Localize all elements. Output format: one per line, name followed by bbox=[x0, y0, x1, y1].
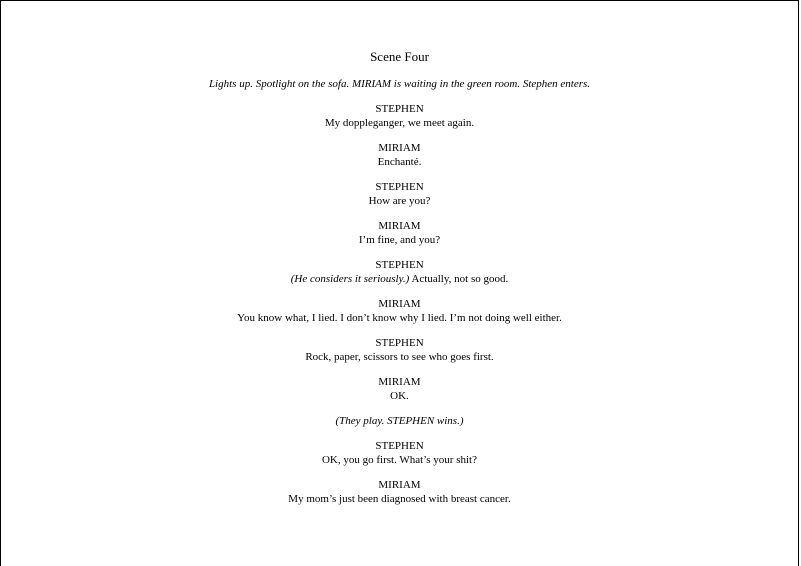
speaker-name: MIRIAM bbox=[378, 220, 421, 232]
speaker-name: STEPHEN bbox=[375, 103, 424, 115]
speaker-name: STEPHEN bbox=[375, 440, 424, 452]
speaker-name: STEPHEN bbox=[375, 259, 424, 271]
dialogue-block bbox=[1, 336, 798, 364]
script-body bbox=[1, 48, 798, 517]
parenthetical: (He considers it seriously.) bbox=[290, 273, 410, 285]
dialogue-line: Actually, not so good. bbox=[411, 273, 509, 285]
speaker-name: STEPHEN bbox=[375, 337, 424, 349]
dialogue-line-with-parenthetical bbox=[1, 272, 798, 286]
dialogue-line: You know what, I lied. I don’t know why I lied. I’m not doing well either. bbox=[237, 312, 562, 324]
speaker-name: MIRIAM bbox=[378, 298, 421, 310]
dialogue-line: Rock, paper, scissors to see who goes first. bbox=[305, 351, 494, 363]
dialogue-line: I’m fine, and you? bbox=[358, 234, 441, 246]
scene-title: Scene Four bbox=[370, 49, 429, 64]
dialogue-block bbox=[1, 297, 798, 325]
stage-direction-mid: (They play. STEPHEN wins.) bbox=[335, 415, 464, 427]
speaker-name: MIRIAM bbox=[378, 376, 421, 388]
dialogue-block bbox=[1, 180, 798, 208]
dialogue-block bbox=[1, 102, 798, 130]
dialogue-line: How are you? bbox=[368, 195, 431, 207]
dialogue-line: Enchanté. bbox=[377, 156, 422, 168]
dialogue-block bbox=[1, 478, 798, 506]
stage-direction-opening: Lights up. Spotlight on the sofa. MIRIAM is waiting in the green room. Stephen enters. bbox=[208, 78, 591, 90]
dialogue-block bbox=[1, 375, 798, 403]
dialogue-block bbox=[1, 439, 798, 467]
dialogue-line: OK, you go first. What’s your shit? bbox=[321, 454, 477, 466]
speaker-name: MIRIAM bbox=[378, 479, 421, 491]
speaker-name: STEPHEN bbox=[375, 181, 424, 193]
dialogue-line: OK. bbox=[390, 390, 409, 402]
dialogue-block bbox=[1, 258, 798, 286]
dialogue-line: My mom’s just been diagnosed with breast cancer. bbox=[288, 493, 511, 505]
dialogue-block bbox=[1, 141, 798, 169]
speaker-name: MIRIAM bbox=[378, 142, 421, 154]
dialogue-block bbox=[1, 219, 798, 247]
dialogue-line: My doppleganger, we meet again. bbox=[324, 117, 475, 129]
